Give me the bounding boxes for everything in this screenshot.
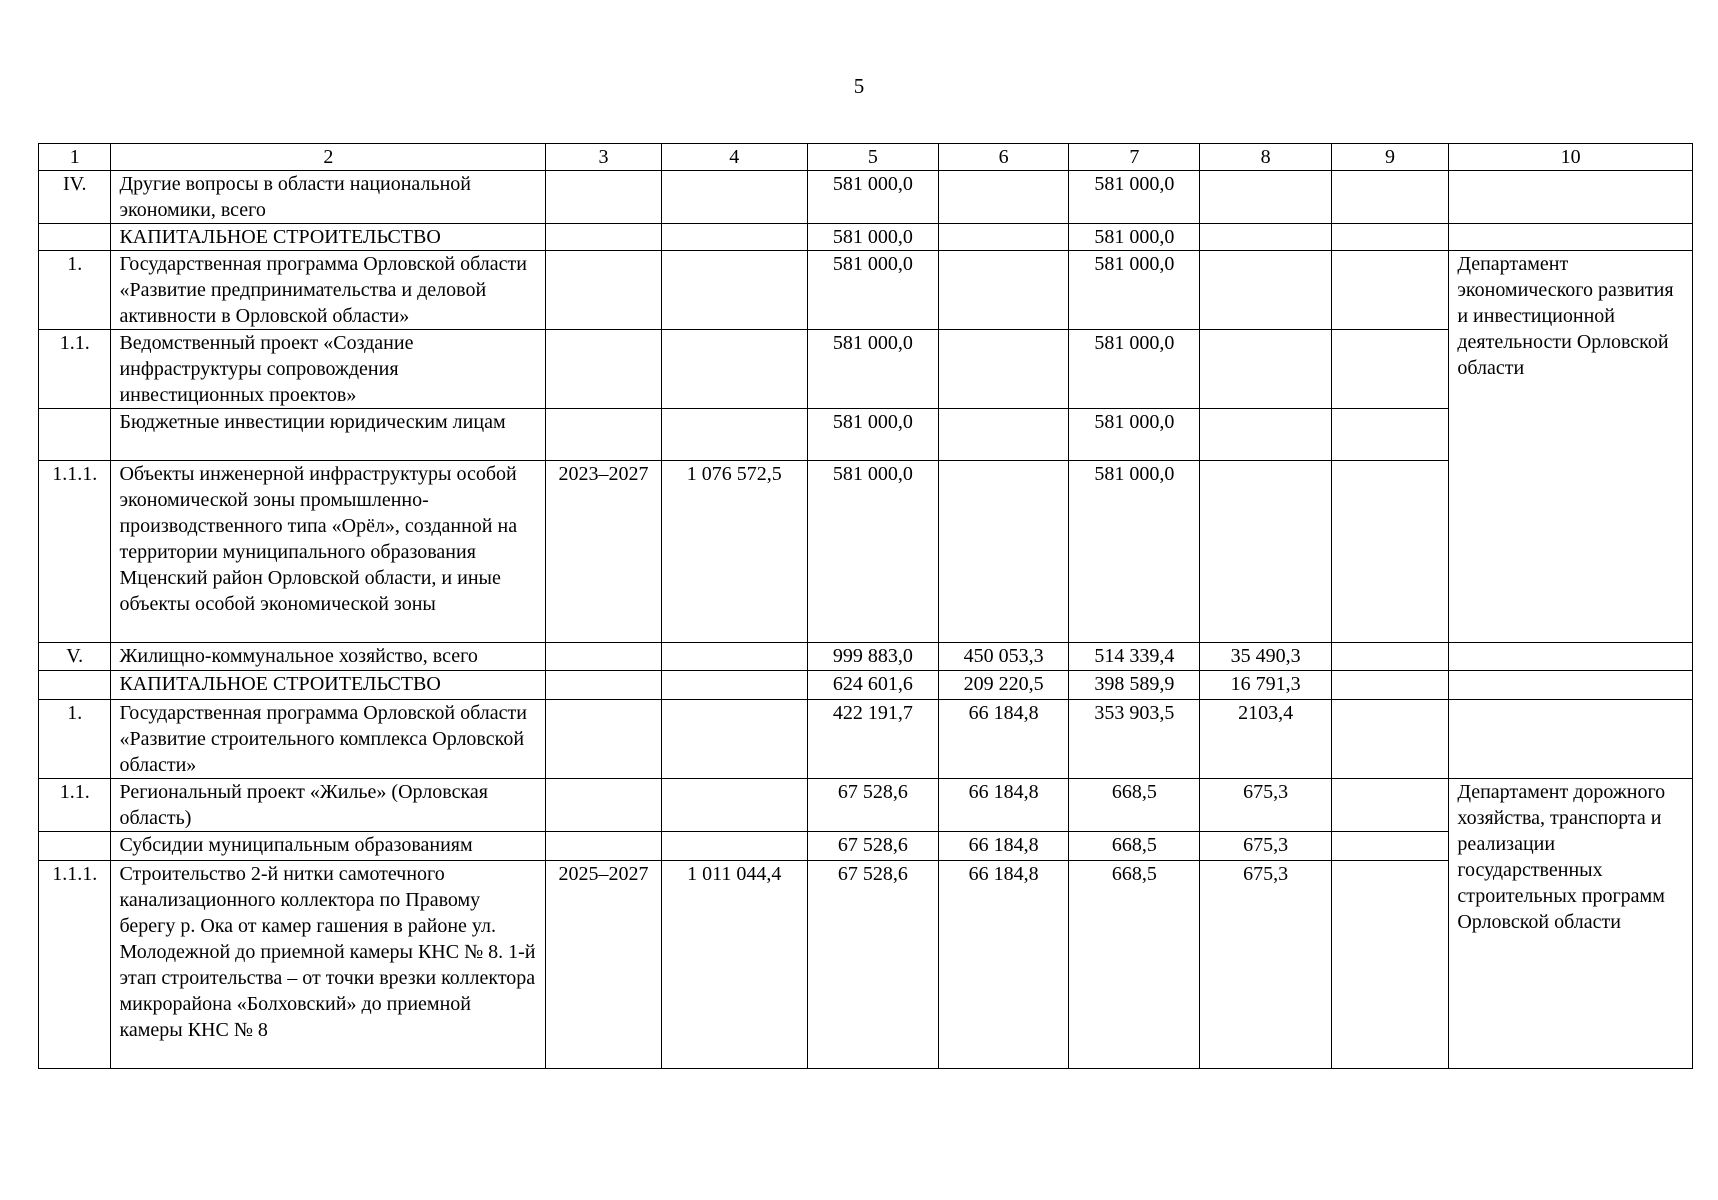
row-number: 1.1.1.	[39, 461, 111, 643]
value-cell-8	[1200, 224, 1331, 251]
row-name: Другие вопросы в области национальной экономики, всего	[111, 171, 546, 224]
row-name: Ведомственный проект «Создание инфраструктуры сопровождения инвестиционных проектов»	[111, 330, 546, 409]
period-cell: 2023–2027	[546, 461, 662, 643]
estimated-cost-cell	[661, 330, 807, 409]
row-name: Государственная программа Орловской области «Развитие строительного комплекса Орловской области»	[111, 700, 546, 779]
estimated-cost-cell	[661, 643, 807, 671]
department-cell	[1449, 700, 1693, 779]
period-cell	[546, 224, 662, 251]
table-row	[39, 779, 1693, 832]
column-header: 3	[546, 144, 662, 171]
column-header: 6	[938, 144, 1068, 171]
value-cell-8	[1200, 330, 1331, 409]
table-row	[39, 330, 1693, 409]
column-header: 1	[39, 144, 111, 171]
value-cell-7: 514 339,4	[1069, 643, 1200, 671]
estimated-cost-cell: 1 076 572,5	[661, 461, 807, 643]
value-cell-9	[1331, 861, 1449, 1069]
value-cell-8	[1200, 171, 1331, 224]
total-cell: 581 000,0	[807, 409, 938, 461]
value-cell-9	[1331, 779, 1449, 832]
value-cell-6: 66 184,8	[938, 832, 1068, 861]
value-cell-8: 2103,4	[1200, 700, 1331, 779]
row-name: КАПИТАЛЬНОЕ СТРОИТЕЛЬСТВО	[111, 671, 546, 700]
department-cell	[1449, 643, 1693, 671]
value-cell-8: 675,3	[1200, 861, 1331, 1069]
total-cell: 999 883,0	[807, 643, 938, 671]
department-cell	[1449, 171, 1693, 224]
value-cell-6	[938, 171, 1068, 224]
value-cell-6	[938, 330, 1068, 409]
table-row	[39, 861, 1693, 1069]
column-header: 5	[807, 144, 938, 171]
value-cell-9	[1331, 171, 1449, 224]
estimated-cost-cell	[661, 224, 807, 251]
table-row	[39, 251, 1693, 330]
period-cell	[546, 779, 662, 832]
period-cell	[546, 171, 662, 224]
value-cell-6: 450 053,3	[938, 643, 1068, 671]
value-cell-7: 668,5	[1069, 779, 1200, 832]
row-name: Жилищно-коммунальное хозяйство, всего	[111, 643, 546, 671]
column-header: 9	[1331, 144, 1449, 171]
value-cell-6: 66 184,8	[938, 779, 1068, 832]
row-name: Строительство 2-й нитки самотечного канализационного коллектора по Правому берегу р. Ока от камер гашения в районе ул. Молодежной до приемной камеры КНС № 8. 1-й этап строительства – от точки врезки коллектора микрорайона «Болховский» до приемной камеры КНС № 8	[111, 861, 546, 1069]
table-row	[39, 224, 1693, 251]
period-cell	[546, 671, 662, 700]
value-cell-6	[938, 251, 1068, 330]
row-number: 1.1.	[39, 779, 111, 832]
value-cell-8: 35 490,3	[1200, 643, 1331, 671]
department-cell	[1449, 671, 1693, 700]
total-cell: 581 000,0	[807, 171, 938, 224]
value-cell-7: 581 000,0	[1069, 251, 1200, 330]
value-cell-9	[1331, 700, 1449, 779]
value-cell-7: 668,5	[1069, 832, 1200, 861]
total-cell: 581 000,0	[807, 330, 938, 409]
value-cell-8: 16 791,3	[1200, 671, 1331, 700]
period-cell: 2025–2027	[546, 861, 662, 1069]
row-number: IV.	[39, 171, 111, 224]
department-cell: Департамент экономического развития и инвестиционной деятельности Орловской области	[1449, 251, 1693, 643]
value-cell-6	[938, 409, 1068, 461]
period-cell	[546, 251, 662, 330]
period-cell	[546, 409, 662, 461]
value-cell-9	[1331, 330, 1449, 409]
value-cell-8	[1200, 461, 1331, 643]
row-name: Региональный проект «Жилье» (Орловская область)	[111, 779, 546, 832]
estimated-cost-cell	[661, 251, 807, 330]
value-cell-9	[1331, 671, 1449, 700]
table-row	[39, 409, 1693, 461]
estimated-cost-cell	[661, 832, 807, 861]
value-cell-8	[1200, 251, 1331, 330]
value-cell-9	[1331, 251, 1449, 330]
value-cell-6: 66 184,8	[938, 700, 1068, 779]
row-name: КАПИТАЛЬНОЕ СТРОИТЕЛЬСТВО	[111, 224, 546, 251]
budget-table	[38, 143, 1693, 1069]
total-cell: 581 000,0	[807, 224, 938, 251]
value-cell-6	[938, 461, 1068, 643]
value-cell-6: 209 220,5	[938, 671, 1068, 700]
value-cell-6: 66 184,8	[938, 861, 1068, 1069]
period-cell	[546, 832, 662, 861]
value-cell-7: 581 000,0	[1069, 224, 1200, 251]
column-header: 4	[661, 144, 807, 171]
total-cell: 581 000,0	[807, 461, 938, 643]
value-cell-7: 581 000,0	[1069, 330, 1200, 409]
total-cell: 422 191,7	[807, 700, 938, 779]
table-row	[39, 643, 1693, 671]
row-name: Объекты инженерной инфраструктуры особой экономической зоны промышленно-производственного типа «Орёл», созданной на территории муниципального образования Мценский район Орловской области, и иные объекты особой экономической зоны	[111, 461, 546, 643]
row-name: Государственная программа Орловской области «Развитие предпринимательства и деловой активности в Орловской области»	[111, 251, 546, 330]
column-header: 2	[111, 144, 546, 171]
value-cell-9	[1331, 832, 1449, 861]
column-header: 8	[1200, 144, 1331, 171]
value-cell-9	[1331, 409, 1449, 461]
estimated-cost-cell: 1 011 044,4	[661, 861, 807, 1069]
row-name: Субсидии муниципальным образованиям	[111, 832, 546, 861]
table-row	[39, 832, 1693, 861]
column-header: 7	[1069, 144, 1200, 171]
department-cell: Департамент дорожного хозяйства, транспорта и реализации государственных строительных программ Орловской области	[1449, 779, 1693, 1069]
value-cell-7: 668,5	[1069, 861, 1200, 1069]
column-header: 10	[1449, 144, 1693, 171]
estimated-cost-cell	[661, 779, 807, 832]
estimated-cost-cell	[661, 409, 807, 461]
row-number: 1.	[39, 700, 111, 779]
estimated-cost-cell	[661, 171, 807, 224]
table-row	[39, 171, 1693, 224]
total-cell: 67 528,6	[807, 832, 938, 861]
value-cell-7: 398 589,9	[1069, 671, 1200, 700]
value-cell-7: 581 000,0	[1069, 171, 1200, 224]
value-cell-7: 581 000,0	[1069, 461, 1200, 643]
value-cell-8	[1200, 409, 1331, 461]
value-cell-8: 675,3	[1200, 832, 1331, 861]
row-number: V.	[39, 643, 111, 671]
total-cell: 624 601,6	[807, 671, 938, 700]
period-cell	[546, 643, 662, 671]
page-number: 5	[853, 74, 865, 98]
row-number	[39, 409, 111, 461]
value-cell-7: 581 000,0	[1069, 409, 1200, 461]
period-cell	[546, 330, 662, 409]
estimated-cost-cell	[661, 700, 807, 779]
period-cell	[546, 700, 662, 779]
row-number: 1.1.1.	[39, 861, 111, 1069]
total-cell: 67 528,6	[807, 779, 938, 832]
table-row	[39, 461, 1693, 643]
total-cell: 581 000,0	[807, 251, 938, 330]
table-row	[39, 700, 1693, 779]
value-cell-8: 675,3	[1200, 779, 1331, 832]
value-cell-6	[938, 224, 1068, 251]
row-number	[39, 832, 111, 861]
estimated-cost-cell	[661, 671, 807, 700]
row-number: 1.1.	[39, 330, 111, 409]
total-cell: 67 528,6	[807, 861, 938, 1069]
row-number	[39, 671, 111, 700]
department-cell	[1449, 224, 1693, 251]
value-cell-9	[1331, 461, 1449, 643]
value-cell-9	[1331, 224, 1449, 251]
table-header-row	[39, 144, 1693, 171]
row-number: 1.	[39, 251, 111, 330]
table-row	[39, 671, 1693, 700]
row-name: Бюджетные инвестиции юридическим лицам	[111, 409, 546, 461]
value-cell-9	[1331, 643, 1449, 671]
row-number	[39, 224, 111, 251]
value-cell-7: 353 903,5	[1069, 700, 1200, 779]
